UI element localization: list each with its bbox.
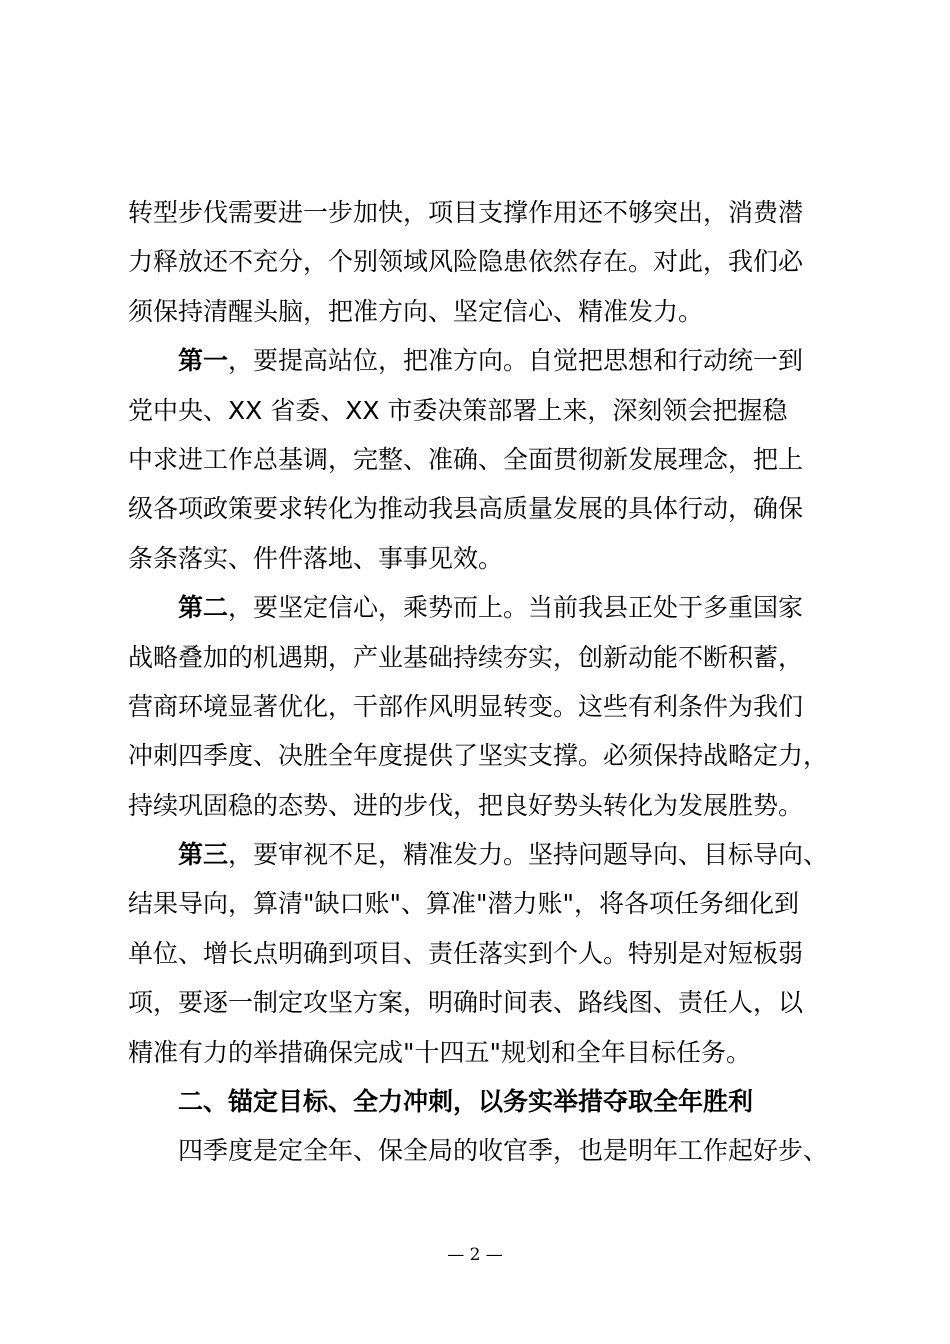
text-line: 持续巩固稳的态势、进的步伐，把良好势头转化为发展胜势。 <box>128 790 804 820</box>
paragraph-text: ，要提高站位，把准方向。自觉把思想和行动统一到 <box>228 346 804 376</box>
text-line: 战略叠加的机遇期，产业基础持续夯实，创新动能不断积蓄， <box>128 642 804 672</box>
text-line: 单位、增长点明确到项目、责任落实到个人。特别是对短板弱 <box>128 938 804 968</box>
paragraph-text: ，要审视不足，精准发力。坚持问题导向、目标导向、 <box>228 840 829 870</box>
page-number: — 2 — <box>447 1245 503 1265</box>
paragraph-first-line <box>128 336 840 385</box>
text-line: 营商环境显著优化，干部作风明显转变。这些有利条件为我们 <box>128 691 804 721</box>
text-line: 级各项政策要求转化为推动我县高质量发展的具体行动，确保 <box>128 494 804 524</box>
paragraph-first-line <box>128 830 840 879</box>
text-line: 精准有力的举措确保完成"十四五"规划和全年目标任务。 <box>128 1037 752 1067</box>
paragraph-lead: 第二 <box>178 593 229 623</box>
text-line: 条条落实、件件落地、事事见效。 <box>128 543 504 573</box>
paragraph-text: ，要坚定信心，乘势而上。当前我县正处于多重国家 <box>228 593 804 623</box>
paragraph-lead: 第一 <box>178 346 229 376</box>
text-line: 须保持清醒头脑，把准方向、坚定信心、精准发力。 <box>128 296 704 326</box>
document-body <box>128 188 840 1176</box>
text-line: 项，要逐一制定攻坚方案，明确时间表、路线图、责任人，以 <box>128 988 804 1018</box>
section-heading: 二、锚定目标、全力冲刺，以务实举措夺取全年胜利 <box>178 1087 754 1117</box>
paragraph-lead: 第三 <box>178 840 229 870</box>
text-line: 结果导向，算清"缺口账"、算准"潜力账"，将各项任务细化到 <box>128 889 799 919</box>
paragraph-first-line: 四季度是定全年、保全局的收官季，也是明年工作起好步、 <box>178 1136 829 1166</box>
paragraph-first-line <box>128 583 840 632</box>
text-line: 力释放还不充分，个别领域风险隐患依然存在。对此，我们必 <box>128 247 804 277</box>
text-line: 冲刺四季度、决胜全年度提供了坚实支撑。必须保持战略定力， <box>128 741 829 771</box>
text-line: 党中央、XX 省委、XX 市委决策部署上来，深刻领会把握稳 <box>128 395 788 425</box>
text-line: 转型步伐需要进一步加快，项目支撑作用还不够突出，消费潜 <box>128 198 804 227</box>
text-line: 中求进工作总基调，完整、准确、全面贯彻新发展理念，把上 <box>128 444 804 474</box>
